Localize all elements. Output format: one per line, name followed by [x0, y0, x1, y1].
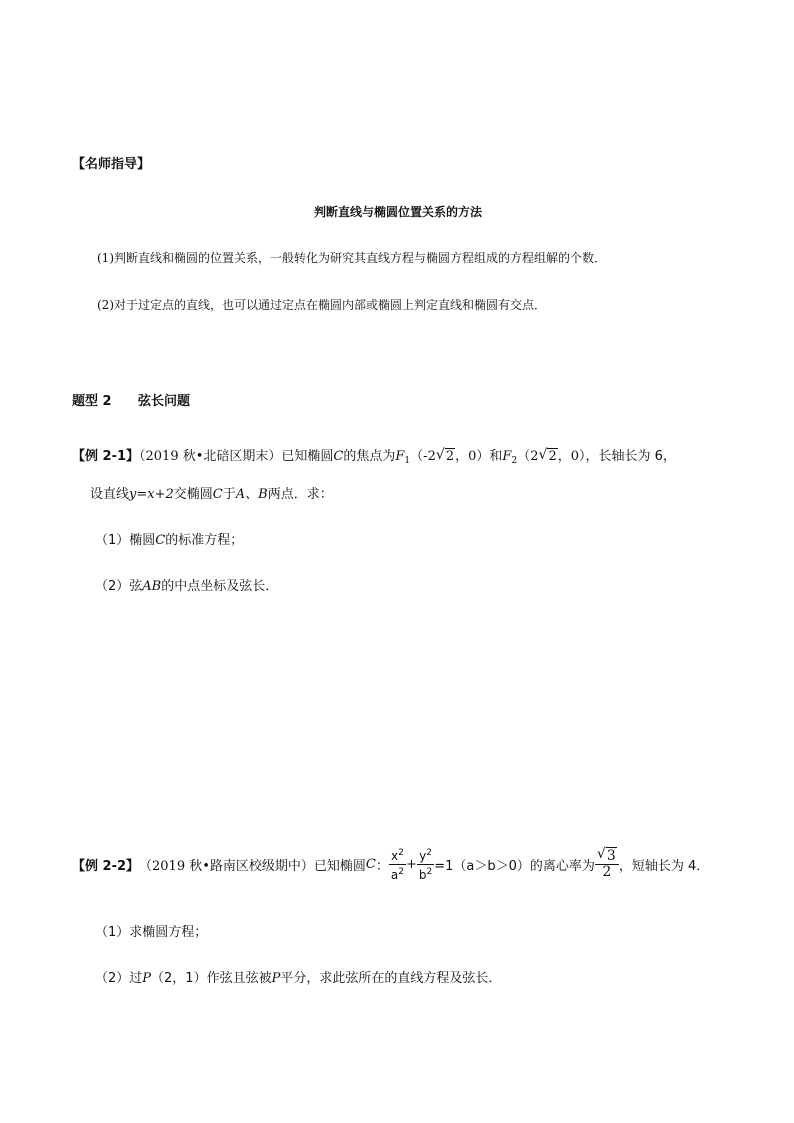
- example1-q2-tail: 的中点坐标及弦长．: [161, 579, 279, 594]
- example2-source: （2019 秋•路南区校级期中）: [139, 859, 314, 874]
- example1-var-c: C: [333, 449, 344, 464]
- example1-q2: [95, 575, 278, 594]
- example1-and: 和: [489, 449, 503, 464]
- guide-title: 判断直线与椭圆位置关系的方法: [314, 205, 483, 219]
- guide-heading: 【名师指导】: [72, 157, 151, 172]
- example1-line1: [72, 445, 676, 466]
- example2-plus: +: [405, 857, 417, 872]
- example1-q2-text: （2）弦: [95, 579, 143, 594]
- example1-text-b: 的焦点为: [343, 449, 396, 464]
- example1-q1-c: C: [155, 533, 166, 548]
- example1-f2-sub: 2: [511, 456, 518, 466]
- example1-f1-sub: 1: [404, 456, 411, 466]
- example1-text-c: ，长轴长为 6，: [585, 449, 676, 464]
- example2-q2-a: （2）过: [95, 971, 143, 986]
- example1-q1: [95, 529, 243, 548]
- example1-comma-zero-1: ，0）: [455, 449, 490, 464]
- guide-point-1: (1)判断直线和椭圆的位置关系，一般转化为研究其直线方程与椭圆方程组成的方程组解的个数．: [97, 251, 607, 265]
- example2-frac-x: $\frac{x^2}{a^2}$: [390, 848, 404, 882]
- example1-text-a: 已知椭圆: [281, 449, 334, 464]
- example1-var-c-2: C: [212, 487, 223, 502]
- example2-tag: 【例 2-2】: [72, 859, 140, 874]
- example2-q2-b: 作弦且弦被: [206, 971, 272, 986]
- example1-comma-zero-2: ，0）: [557, 449, 586, 464]
- example2-line1: [72, 846, 709, 883]
- example1-q2-ab: AB: [142, 579, 162, 594]
- example1-neg: -2: [423, 449, 436, 464]
- example2-q2-p-2: P: [271, 971, 281, 986]
- example1-f1: F: [395, 449, 405, 464]
- example2-colon: ：: [375, 859, 389, 874]
- example1-line2-a: 设直线: [90, 487, 130, 502]
- example2-eq-tail: =1（a＞b＞0）: [434, 859, 530, 874]
- example2-text-b: 的离心率为: [529, 859, 595, 874]
- example2-q2-c: 平分，求此弦所在的直线方程及弦长．: [280, 971, 502, 986]
- example1-sqrt-1: √ 2: [436, 449, 455, 464]
- example1-paren-open: （: [410, 449, 424, 464]
- example1-paren-open-2: （: [517, 449, 531, 464]
- example2-q2: [95, 967, 501, 986]
- section-label: 题型 2: [72, 394, 112, 409]
- example1-line-eq: y=x+2: [129, 487, 174, 502]
- example1-q1-tail: 的标准方程；: [165, 533, 244, 548]
- example2-q2-p: P: [142, 971, 152, 986]
- example1-tag: 【例 2-1】: [72, 449, 140, 464]
- guide-point-2: (2)对于过定点的直线，也可以通过定点在椭圆内部或椭圆上判定直线和椭圆有交点．: [97, 298, 547, 312]
- example2-eccentricity: √ $\frac{3}{2}$: [595, 849, 619, 880]
- example1-line2-b: 交椭圆: [173, 487, 213, 502]
- example2-text-c: ，短轴长为 4．: [618, 859, 710, 874]
- example1-line2-ab: A、B: [235, 487, 268, 502]
- example2-var-c: C: [365, 857, 376, 872]
- example1-line2: [90, 483, 333, 502]
- example2-frac-y: $\frac{y^2}{b^2}$: [418, 848, 433, 882]
- example1-source: （2019 秋•北碚区期末）: [139, 449, 282, 464]
- example2-text-a: 已知椭圆: [313, 859, 366, 874]
- example2-q1: （1）求椭圆方程；: [95, 925, 208, 940]
- example1-q1-text: （1）椭圆: [95, 533, 156, 548]
- example1-f2: F: [502, 449, 512, 464]
- example2-q2-coord: （2，1）: [151, 971, 207, 986]
- example1-f2-coef: 2: [530, 449, 539, 464]
- example1-line2-c: 于: [222, 487, 236, 502]
- section-title: 弦长问题: [138, 394, 191, 409]
- example1-line2-d: 两点．求：: [267, 487, 333, 502]
- example1-sqrt-2: √ 2: [538, 449, 557, 464]
